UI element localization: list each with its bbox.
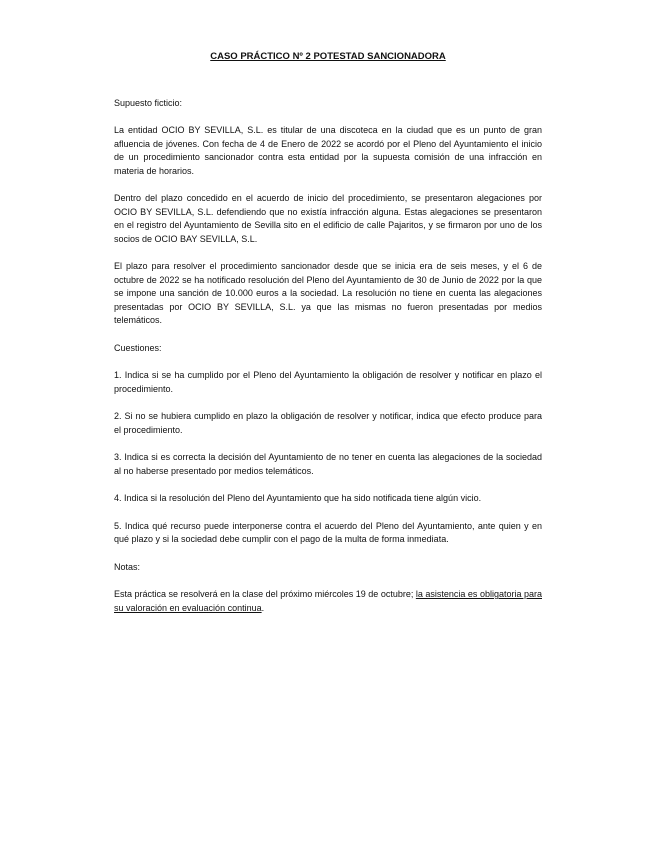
question-2: 2. Si no se hubiera cumplido en plazo la obligación de resolver y notificar, indica que efecto produce para el procedimiento. xyxy=(114,411,542,435)
supuesto-heading: Supuesto ficticio: xyxy=(114,97,183,108)
question-3: 3. Indica si es correcta la decisión del Ayuntamiento de no tener en cuenta las alegaciones de la sociedad al no haberse presentado por medios telemáticos. xyxy=(114,452,542,476)
cuestiones-heading: Cuestiones: xyxy=(114,342,162,353)
note-text: Esta práctica se resolverá en la clase del próximo miércoles 19 de octubre; xyxy=(114,589,416,599)
question-4: 4. Indica si la resolución del Pleno del Ayuntamiento que ha sido notificada tiene algún vicio. xyxy=(114,493,482,503)
document-title: CASO PRÁCTICO Nº 2 POTESTAD SANCIONADORA xyxy=(210,51,446,62)
note-end: . xyxy=(261,602,265,613)
note-paragraph xyxy=(114,588,542,615)
paragraph-3: El plazo para resolver el procedimiento sancionador desde que se inicia era de seis meses, y el 6 de octubre de 2022 se ha notificado resolución del Pleno del Ayuntamiento de 30 de Junio de 2022 por la que se impone una sanción de 10.000 euros a la sociedad. La resolución no tiene en cuenta las alegaciones presentadas por OCIO BY SEVILLA, S.L. ya que las mismas no fueron presentadas por medios telemáticos. xyxy=(114,261,542,325)
notas-heading: Notas: xyxy=(114,561,141,572)
question-1: 1. Indica si se ha cumplido por el Pleno del Ayuntamiento la obligación de resolver y notificar en plazo el procedimiento. xyxy=(114,370,542,394)
document-content xyxy=(114,50,542,629)
paragraph-1: La entidad OCIO BY SEVILLA, S.L. es titular de una discoteca en la ciudad que es un punto de gran afluencia de jóvenes. Con fecha de 4 de Enero de 2022 se acordó por el Pleno del Ayuntamiento el inicio de un procedimiento sancionador contra esta entidad por la supuesta comisión de una infracción en materia de horarios. xyxy=(114,125,542,176)
paragraph-2: Dentro del plazo concedido en el acuerdo de inicio del procedimiento, se presentaron alegaciones por OCIO BY SEVILLA, S.L. defendiendo que no existía infracción alguna. Estas alegaciones se presentaron en el registro del Ayuntamiento de Sevilla sito en el edificio de calle Pajaritos, y se firmaron por uno de los socios de OCIO BAY SEVILLA, S.L. xyxy=(114,193,542,244)
note-underlined-text: la asistencia es obligatoria para su valoración en evaluación continua xyxy=(114,589,542,613)
question-5: 5. Indica qué recurso puede interponerse contra el acuerdo del Pleno del Ayuntamiento, ante quien y en qué plazo y si la sociedad debe cumplir con el pago de la multa de forma inmediata. xyxy=(114,520,542,544)
